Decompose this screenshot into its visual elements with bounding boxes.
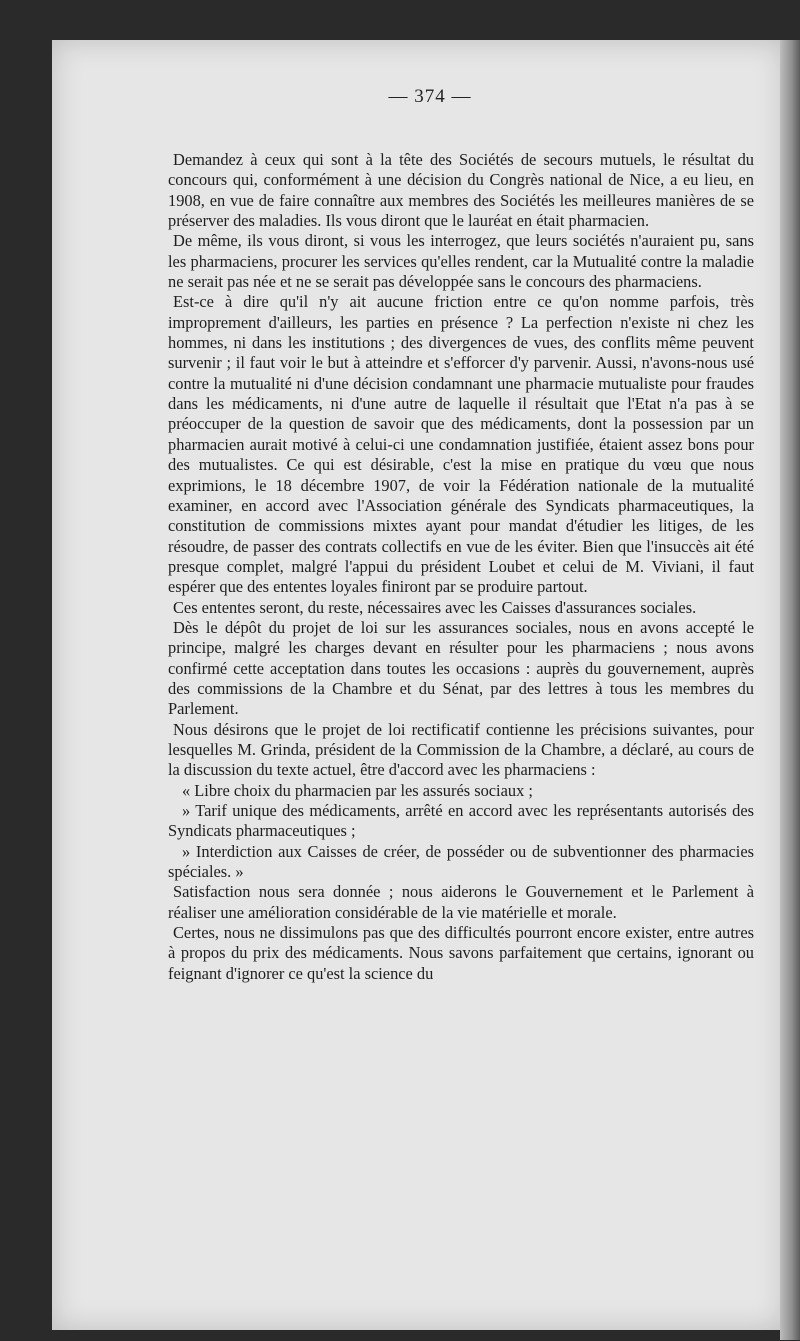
paragraph: Satisfaction nous sera donnée ; nous aiderons le Gouvernement et le Parlement à réaliser une amélioration considérable de la vie matérielle et morale. — [168, 882, 754, 922]
quote-line: » Interdiction aux Caisses de créer, de posséder ou de subventionner des pharmacies spéciales. » — [168, 841, 754, 882]
page-number: — 374 — — [388, 86, 472, 107]
body-text — [168, 150, 754, 984]
quote-line: » Tarif unique des médicaments, arrêté en accord avec les représentants autorisés des Syndicats pharmaceutiques ; — [168, 801, 754, 841]
paragraph: Demandez à ceux qui sont à la tête des Sociétés de secours mutuels, le résultat du concours qui, conformément à une décision du Congrès national de Nice, a eu lieu, en 1908, en vue de faire connaître aux membres des Sociétés les meilleures manières de se préserver des maladies. Ils vous diront que le lauréat en était pharmacien. — [168, 150, 754, 231]
paragraph: De même, ils vous diront, si vous les interrogez, que leurs sociétés n'auraient pu, sans les pharmaciens, procurer les services qu'elles rendent, car la Mutualité contre la maladie ne serait pas née et ne se serait pas développée sans le concours des pharmaciens. — [168, 231, 754, 292]
paragraph: Dès le dépôt du projet de loi sur les assurances sociales, nous en avons accepté le principe, malgré les charges devant en résulter pour les pharmaciens ; nous avons confirmé cette acceptation dans toutes les occasions : auprès du gouvernement, auprès des commissions de la Chambre et du Sénat, par des lettres à tous les membres du Parlement. — [168, 617, 754, 719]
paragraph: Certes, nous ne dissimulons pas que des difficultés pourront encore exister, entre autres à propos du prix des médicaments. Nous savons parfaitement que certains, ignorant ou feignant d'ignorer ce qu'est la science du — [168, 923, 754, 983]
paragraph: Est-ce à dire qu'il n'y ait aucune friction entre ce qu'on nomme parfois, très improprement d'ailleurs, les parties en présence ? La perfection n'existe ni chez les hommes, ni dans les institutions ; des divergences de vues, des conflits même peuvent survenir ; il faut voir le but à atteindre et s'efforcer d'y parvenir. Aussi, n'avons-nous usé contre la mutualité ni d'une décision condamnant une pharmacie mutualiste pour fraudes dans les médicaments, ni d'une autre de laquelle il résultait que l'Etat n'a pas à se préoccuper de la question de savoir que des médicaments, dont la possession par un pharmacien aurait motivé à celui-ci une condamnation justifiée, étaient assez bons pour des mutualistes. Ce qui est désirable, c'est la mise en pratique du vœu que nous exprimions, le 18 décembre 1907, de voir la Fédération nationale de la mutualité examiner, en accord avec l'Association générale des Syndicats pharmaceutiques, la constitution de commissions mixtes ayant pour mandat d'étudier les litiges, de les résoudre, de passer des contrats collectifs en vue de les éviter. Bien que l'insuccès ait été presque complet, malgré l'appui du président Loubet et celui de M. Viviani, il faut espérer que des ententes loyales finiront par se produire partout. — [168, 292, 754, 597]
paragraph: Nous désirons que le projet de loi rectificatif contienne les précisions suivantes, pour lesquelles M. Grinda, président de la Commission de la Chambre, a déclaré, au cours de la discussion du texte actuel, être d'accord avec les pharmaciens : — [168, 719, 754, 780]
page-edge — [780, 40, 800, 1340]
paragraph: Ces ententes seront, du reste, nécessaires avec les Caisses d'assurances sociales. — [173, 597, 697, 617]
quote-line: « Libre choix du pharmacien par les assurés sociaux ; — [182, 780, 533, 800]
